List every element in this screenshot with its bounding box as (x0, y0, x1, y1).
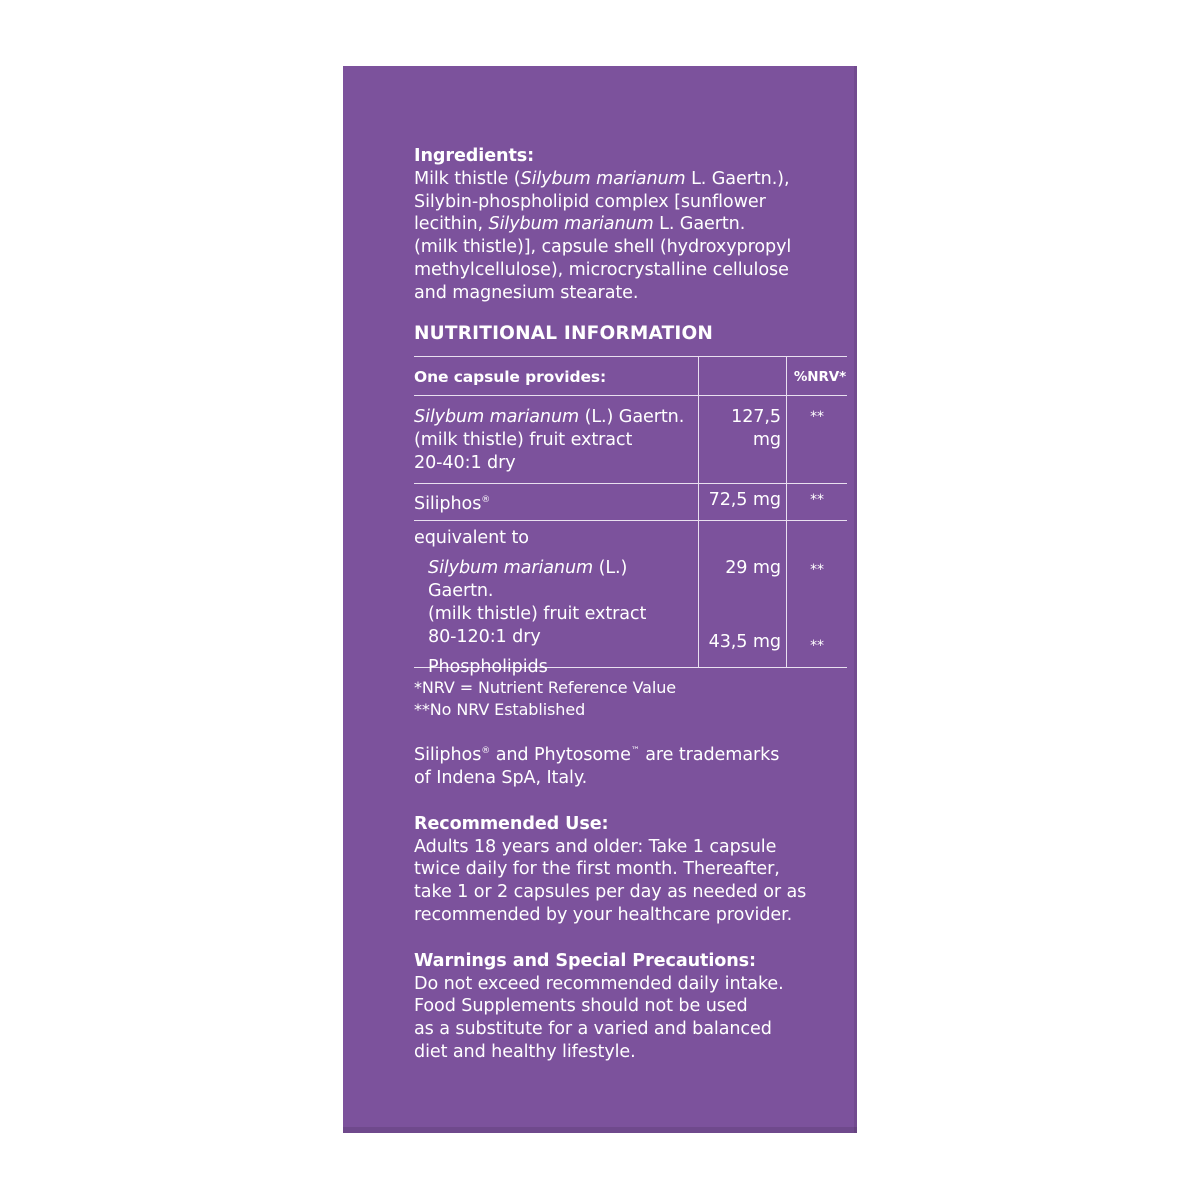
trademark-notice (414, 740, 854, 789)
row-line: 20-40:1 dry (414, 452, 516, 473)
row-description (414, 396, 698, 483)
recommended-line: take 1 or 2 capsules per day as needed or as (414, 882, 807, 903)
recommended-line: Adults 18 years and older: Take 1 capsule (414, 836, 777, 857)
recommended-line: twice daily for the first month. Thereafter, (414, 859, 780, 880)
row-nrv: ** (810, 638, 824, 655)
label-content (414, 145, 854, 1064)
recommended-heading: Recommended Use: (414, 813, 609, 834)
warnings-line: diet and healthy lifestyle. (414, 1042, 636, 1062)
label-panel (343, 66, 857, 1133)
table-row (414, 521, 847, 678)
warnings-line: Do not exceed recommended daily intake. (414, 973, 784, 994)
warnings (414, 950, 854, 1064)
footnote: **No NRV Established (414, 699, 586, 719)
ingredients-line: and magnesium stearate. (414, 282, 639, 303)
ingredients-line: methylcellulose), microcrystalline cellulose (414, 259, 789, 280)
row-nrv: ** (810, 562, 824, 579)
table-row (414, 484, 847, 521)
warnings-line: Food Supplements should not be used (414, 996, 748, 1017)
sub-item (414, 557, 694, 679)
header-col-amount (698, 357, 787, 395)
ingredients-line: (milk thistle)], capsule shell (hydroxypropyl (414, 237, 792, 258)
ingredients-text (414, 168, 854, 305)
row-line: Silybum marianum (L.) Gaertn. (414, 407, 685, 428)
nutrition-table (414, 356, 847, 678)
table-header-row (414, 357, 847, 396)
recommended-use (414, 813, 854, 927)
ingredients-line: lecithin, Silybum marianum L. Gaertn. (414, 214, 746, 235)
trademark-line: of Indena SpA, Italy. (414, 768, 588, 789)
trademark-line: Siliphos® and Phytosome™ are trademarks (414, 745, 780, 766)
warnings-line: as a substitute for a varied and balanced (414, 1019, 772, 1040)
header-col-nrv: %NRV* (793, 369, 847, 386)
row-amount: 43,5 mg (708, 632, 781, 653)
row-description (414, 521, 698, 678)
row-amount: 127,5 mg (698, 396, 787, 483)
row-nrv-group (787, 521, 847, 667)
row-description: Siliphos® (414, 494, 491, 515)
ingredients-line: Milk thistle (Silybum marianum L. Gaertn.), (414, 168, 790, 189)
row-line: 80-120:1 dry (428, 626, 541, 647)
table-row (414, 396, 847, 484)
row-amount: 29 mg (725, 558, 781, 579)
row-line: Phospholipids (428, 657, 548, 678)
ingredients-heading: Ingredients: (414, 146, 535, 166)
footnote: *NRV = Nutrient Reference Value (414, 678, 676, 698)
row-amount: 72,5 mg (698, 484, 787, 520)
nutrition-title: NUTRITIONAL INFORMATION (414, 322, 714, 344)
header-col-provides: One capsule provides: (414, 368, 607, 387)
row-line: Silybum marianum (L.) Gaertn. (428, 558, 628, 601)
row-line: (milk thistle) fruit extract (414, 430, 633, 451)
row-nrv: ** (810, 409, 824, 426)
row-line: equivalent to (414, 528, 529, 549)
row-line: (milk thistle) fruit extract (428, 603, 647, 624)
row-nrv: ** (810, 492, 824, 509)
row-amount-group (698, 521, 787, 667)
ingredients-line: Silybin-phospholipid complex [sunflower (414, 191, 766, 212)
recommended-line: recommended by your healthcare provider. (414, 905, 793, 926)
warnings-heading: Warnings and Special Precautions: (414, 950, 756, 971)
table-footnotes (414, 677, 854, 720)
